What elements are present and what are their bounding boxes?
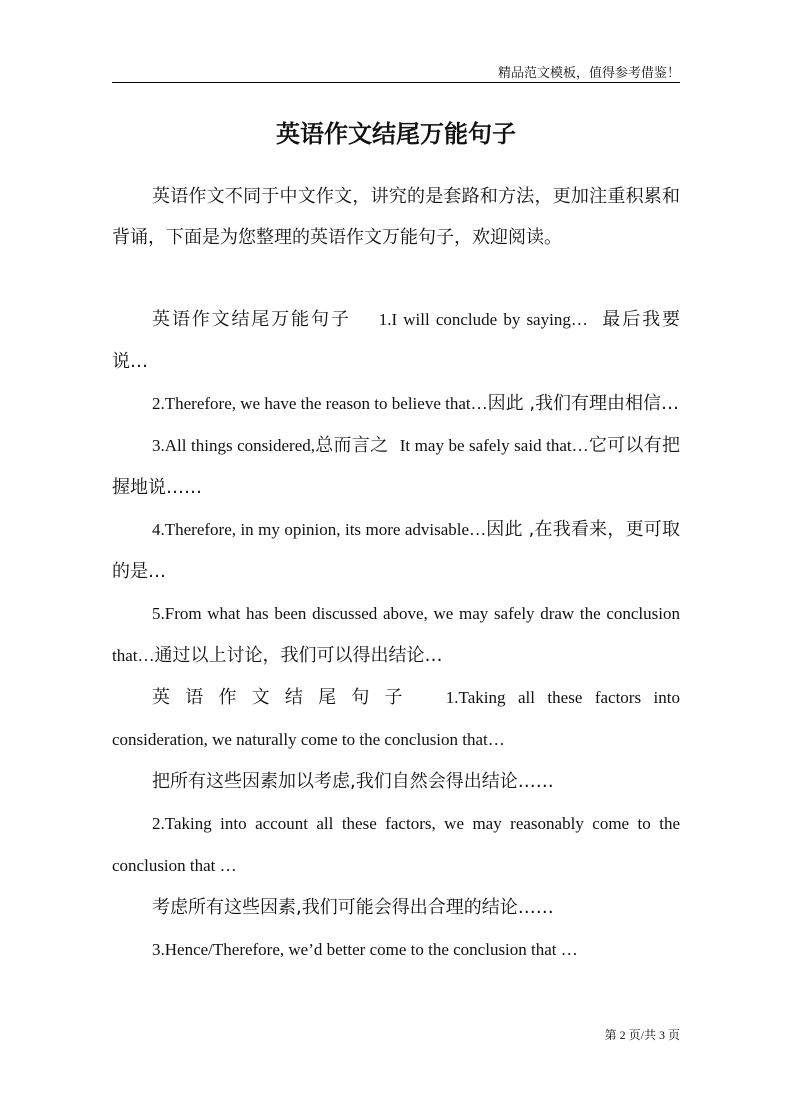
sentence-en: 2.Taking into account all these factors, we may reasonably come to the conclusion that … (112, 814, 680, 875)
sentence-cn: 因此 ,在我看来，更可取的是… (112, 519, 680, 582)
intro-paragraph: 英语作文不同于中文作文，讲究的是套路和方法，更加注重积累和背诵，下面是为您整理的英语作文万能句子，欢迎阅读。 (112, 186, 680, 248)
section2-item-3 (112, 929, 680, 971)
sentence-cn-2: 它可以有把握地说…… (112, 435, 680, 498)
sentence-cn: 把所有这些因素加以考虑,我们自然会得出结论…… (152, 771, 554, 792)
sentence-en: 4.Therefore, in my opinion, its more advisable… (152, 520, 487, 539)
section2-item-1-translation (112, 761, 680, 803)
section1-item-1 (112, 299, 680, 383)
section2-item-2-translation (112, 887, 680, 929)
section1-item-2 (112, 383, 680, 425)
document-title: 英语作文结尾万能句子 (276, 120, 516, 148)
sentence-en: 1.I will conclude by saying… (378, 310, 588, 329)
section1-item-4 (112, 509, 680, 593)
section1-item-5 (112, 593, 680, 677)
document-body (112, 176, 680, 971)
header-text: 精品范文模板，值得参考借鉴！ (497, 66, 680, 81)
sentence-en: 3.All things considered, (152, 436, 315, 455)
sentence-cn: 最后我要说… (112, 309, 681, 372)
sentence-en: 3.Hence/Therefore, we’d better come to the conclusion that … (152, 940, 578, 959)
page-header (112, 60, 680, 83)
sentence-cn: 通过以上讨论，我们可以得出结论… (154, 645, 443, 666)
section2-item-1 (112, 677, 680, 761)
sentence-en: 5.From what has been discussed above, we may safely draw the conclusion that… (112, 604, 680, 665)
section1-heading: 英语作文结尾万能句子 (152, 309, 351, 330)
sentence-en: 2.Therefore, we have the reason to believe that… (152, 394, 488, 413)
paragraph-spacer (112, 258, 680, 299)
sentence-en-2: It may be safely said that… (399, 436, 589, 455)
sentence-cn: 考虑所有这些因素,我们可能会得出合理的结论…… (152, 897, 554, 918)
section2-item-2 (112, 803, 680, 887)
section1-item-3 (112, 425, 680, 509)
sentence-en: 1.Taking all these factors into consideration, we naturally come to the conclusion that… (112, 688, 681, 749)
page-number: 第 2 页/共 3 页 (604, 1028, 680, 1042)
section2-heading: 英语作文结尾句子 (152, 687, 418, 708)
sentence-cn: 因此 ,我们有理由相信… (487, 393, 680, 414)
sentence-cn: 总而言之 (314, 435, 389, 456)
